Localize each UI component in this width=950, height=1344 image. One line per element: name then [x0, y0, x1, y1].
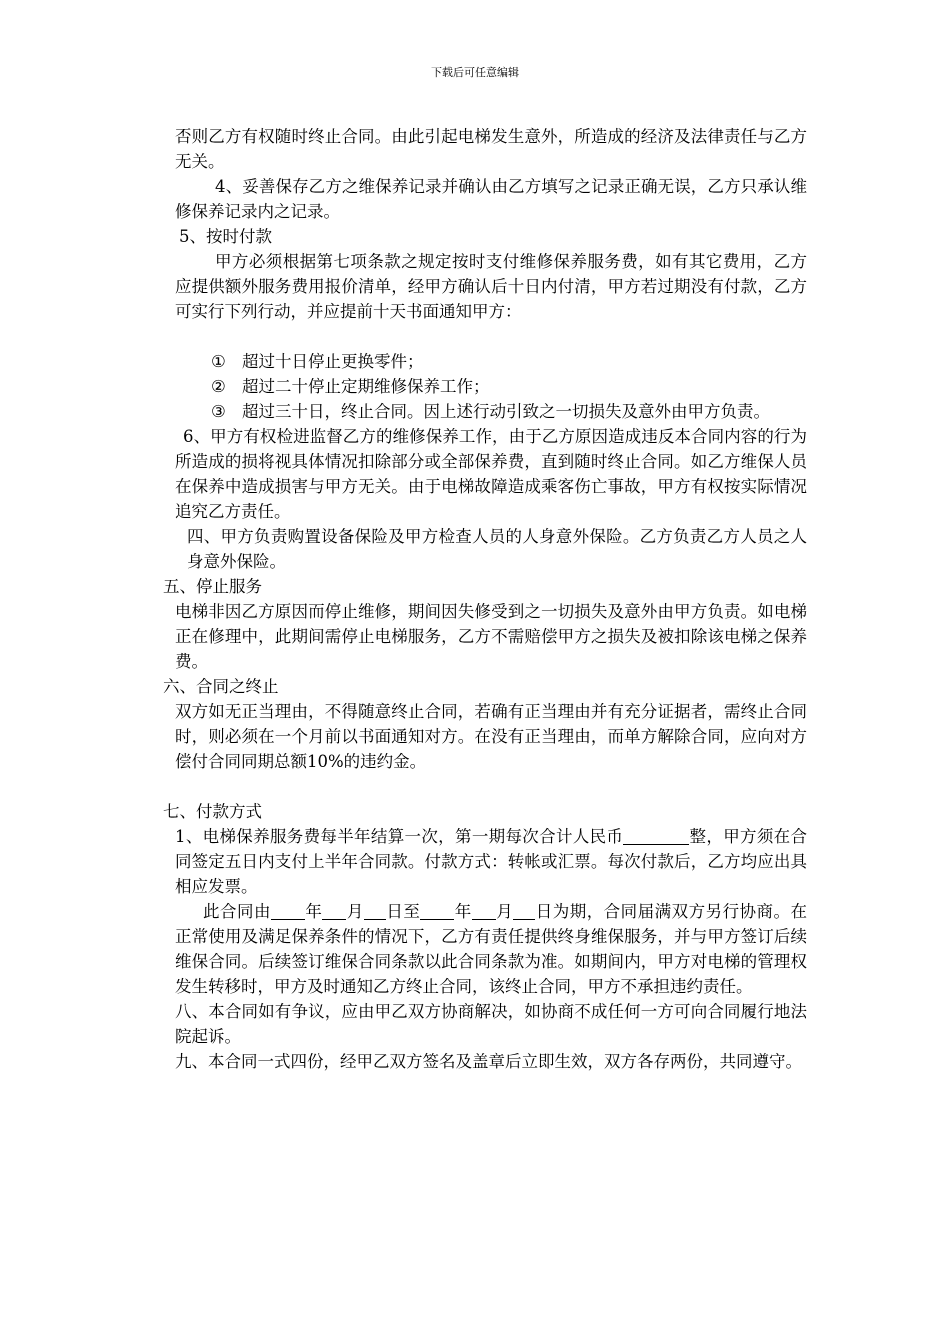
- paragraph-payment-terms: 甲方必须根据第七项条款之规定按时支付维修保养服务费，如有其它费用，乙方应提供额外服务费用报价清单，经甲方确认后十日内付清，甲方若过期没有付款，乙方可实行下列行动，并应提前十天书面通知甲方：: [175, 252, 807, 321]
- heading-contract-termination: 六、合同之终止: [163, 677, 279, 696]
- penalty-list: [175, 349, 807, 424]
- paragraph-insurance: 四、甲方负责购置设备保险及甲方检查人员的人身意外保险。乙方负责乙方人员之人身意外保险。: [187, 527, 807, 571]
- end-year-blank: [420, 901, 454, 920]
- payment-text-end: 整，甲方须在合同签定五日内支付上半年合同款。付款方式：转帐或汇票。每次付款后，乙方均应出具相应发票。: [175, 827, 807, 896]
- period-text: 此合同由: [203, 902, 271, 921]
- list-item: [175, 374, 807, 399]
- start-day-blank: [364, 901, 386, 920]
- paragraph-payment-method: [175, 824, 807, 899]
- year-label: 年: [304, 902, 323, 921]
- month-label: 月: [495, 902, 514, 921]
- start-year-blank: [271, 901, 305, 920]
- paragraph-records: 4、妥善保存乙方之维保养记录并确认由乙方填写之记录正确无误，乙方只承认维修保养记录内之记录。: [175, 177, 807, 221]
- heading-timely-payment: 5、按时付款: [179, 227, 272, 246]
- period-text-end: 日为期，合同届满双方另行协商。在正常使用及满足保养条件的情况下，乙方有责任提供终身维保服务，并与甲方签订后续维保合同。后续签订维保合同条款以此合同条款为准。如期间内，甲方对电梯的管理权发生转移时，甲方及时通知乙方终止合同，该终止合同，甲方不承担违约责任。: [175, 902, 808, 996]
- list-item-text: 超过二十停止定期维修保养工作；: [242, 377, 490, 396]
- list-item-number: ③: [211, 402, 226, 421]
- document-body: [163, 124, 808, 1074]
- list-item-number: ②: [211, 377, 226, 396]
- paragraph-contract-termination: 双方如无正当理由，不得随意终止合同，若确有正当理由并有充分证据者，需终止合同时，则必须在一个月前以书面通知对方。在没有正当理由，而单方解除合同，应向对方偿付合同同期总额10%的违约金。: [175, 702, 807, 771]
- heading-stop-service: 五、停止服务: [163, 577, 262, 596]
- paragraph-supervision: 6、甲方有权检进监督乙方的维修保养工作，由于乙方原因造成违反本合同内容的行为所造成的损将视具体情况扣除部分或全部保养费，直到随时终止合同。如乙方维保人员在保养中造成损害与甲方无关。由于电梯故障造成乘客伤亡事故，甲方有权按实际情况追究乙方责任。: [175, 427, 807, 521]
- list-item-number: ①: [211, 352, 226, 371]
- paragraph-copies: 九、本合同一式四份，经甲乙双方签名及盖章后立即生效，双方各存两份，共同遵守。: [175, 1052, 802, 1071]
- list-item-text: 超过十日停止更换零件；: [242, 352, 424, 371]
- end-month-blank: [472, 901, 496, 920]
- list-item-text: 超过三十日，终止合同。因上述行动引致之一切损失及意外由甲方负责。: [242, 402, 770, 421]
- month-label: 月: [346, 902, 364, 921]
- paragraph-termination-liability: 否则乙方有权随时终止合同。由此引起电梯发生意外，所造成的经济及法律责任与乙方无关。: [175, 127, 807, 171]
- paragraph-contract-period: [175, 899, 807, 999]
- end-day-blank: [513, 901, 535, 920]
- list-item: [175, 399, 807, 424]
- year-label: 年: [454, 902, 472, 921]
- page-header: 下载后可任意编辑: [431, 66, 519, 79]
- paragraph-stop-service: 电梯非因乙方原因而停止维修，期间因失修受到之一切损失及意外由甲方负责。如电梯正在修理中，此期间需停止电梯服务，乙方不需赔偿甲方之损失及被扣除该电梯之保养费。: [175, 602, 807, 671]
- paragraph-dispute: 八、本合同如有争议，应由甲乙双方协商解决，如协商不成任何一方可向合同履行地法院起诉。: [175, 1002, 807, 1046]
- heading-payment-method: 七、付款方式: [163, 802, 262, 821]
- day-to-label: 日至: [385, 902, 421, 921]
- list-item: [175, 349, 807, 374]
- amount-blank: [623, 826, 689, 845]
- start-month-blank: [322, 901, 346, 920]
- payment-text-start: 1、电梯保养服务费每半年结算一次，第一期每次合计人民币: [175, 827, 624, 846]
